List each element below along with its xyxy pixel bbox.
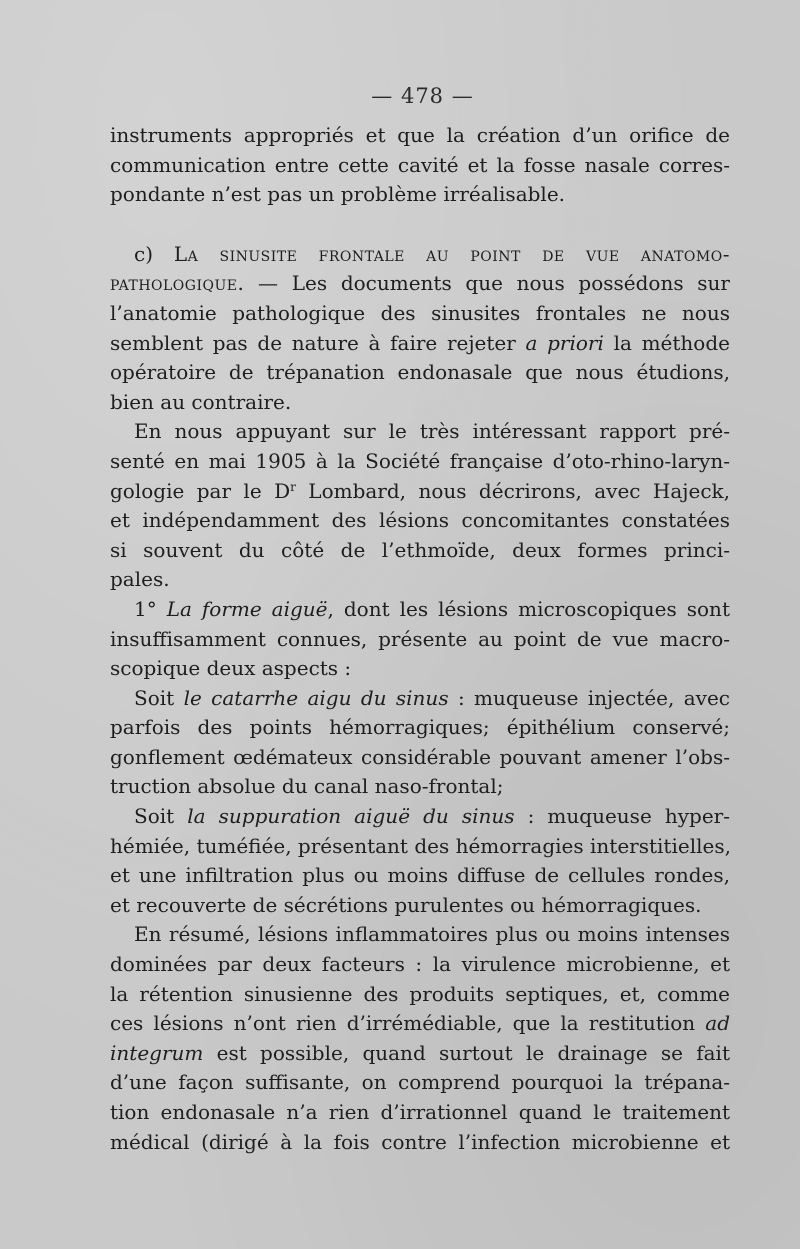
text-segment: gonflement œdémateux considérable pouvant amener l’obs- xyxy=(110,744,730,769)
italic-text: la suppuration aiguë du sinus xyxy=(187,804,515,829)
text-segment: si souvent du côté de l’ethmoïde, deux formes princi- xyxy=(110,537,730,562)
text-line xyxy=(110,654,730,684)
text-line xyxy=(110,891,730,921)
text-segment: insuffisamment connues, présente au point de vue macro- xyxy=(110,626,730,651)
text-line xyxy=(110,713,730,743)
text-segment: : muqueuse hyper- xyxy=(514,804,730,829)
italic-text: La forme aiguë xyxy=(166,596,328,621)
text-segment: et indépendamment des lésions concomitantes constatées xyxy=(110,508,730,533)
text-segment: — Les documents que nous possédons sur xyxy=(244,271,730,296)
text-segment: semblent pas de nature à faire rejeter xyxy=(110,330,526,355)
text-line xyxy=(110,743,730,773)
text-line xyxy=(110,684,730,714)
text-line xyxy=(110,299,730,329)
smallcaps-heading-text: La sinusite frontale au point de vue anatomo- xyxy=(173,241,730,266)
text-line xyxy=(110,595,730,625)
text-segment: instruments appropriés et que la création d’un orifice de xyxy=(110,123,730,147)
text-segment: gologie par le D xyxy=(110,478,291,503)
text-line xyxy=(110,329,730,359)
text-segment: , dont les lésions microscopiques sont xyxy=(327,596,730,621)
text-line xyxy=(110,417,730,447)
text-segment: 1° xyxy=(134,596,167,621)
text-line xyxy=(110,565,730,595)
italic-text: ad xyxy=(705,1011,730,1036)
italic-text: le catarrhe aigu du sinus xyxy=(183,685,449,710)
text-segment: est possible, quand surtout le drainage se fait xyxy=(203,1040,730,1065)
text-segment: truction absolue du canal naso-frontal; xyxy=(110,774,504,799)
text-segment: : muqueuse injectée, avec xyxy=(448,685,730,710)
text-line xyxy=(110,1039,730,1069)
text-segment: et une infiltration plus ou moins diffuse de cellules rondes, xyxy=(110,863,730,888)
text-line xyxy=(110,269,730,299)
text-line xyxy=(110,625,730,655)
text-segment: En résumé, lésions inflammatoires plus ou moins intenses xyxy=(134,922,730,947)
text-line xyxy=(110,506,730,536)
text-line xyxy=(110,536,730,566)
text-segment: Lombard, nous décrirons, avec Hajeck, xyxy=(295,478,730,503)
text-segment: tion endonasale n’a rien d’irrationnel quand le traitement xyxy=(110,1100,730,1124)
text-segment: d’une façon suffisante, on comprend pourquoi la trépana- xyxy=(110,1070,730,1095)
superscript-text: r xyxy=(290,479,296,494)
text-line xyxy=(110,920,730,950)
text-line xyxy=(110,1098,730,1128)
text-segment: médical (dirigé à la fois contre l’infection microbienne et xyxy=(110,1129,730,1154)
text-segment: Soit xyxy=(134,804,188,829)
text-line xyxy=(110,180,730,210)
text-segment: senté en mai 1905 à la Société française d’oto-rhino-laryn- xyxy=(110,448,730,473)
text-line xyxy=(110,772,730,802)
italic-text: integrum xyxy=(110,1040,204,1065)
text-line xyxy=(110,1128,730,1158)
text-line xyxy=(110,832,730,862)
text-segment: pondante n’est pas un problème irréalisable. xyxy=(110,182,566,207)
text-segment: En nous appuyant sur le très intéressant rapport pré- xyxy=(134,419,730,444)
text-line xyxy=(110,1068,730,1098)
text-line xyxy=(110,447,730,477)
text-line xyxy=(110,358,730,388)
text-line xyxy=(110,151,730,181)
text-segment: hémiée, tuméfiée, présentant des hémorragies interstitielles, xyxy=(110,833,731,858)
text-line xyxy=(110,477,730,507)
text-segment: opératoire de trépanation endonasale que nous étudions, xyxy=(110,360,730,385)
italic-text: a priori xyxy=(525,330,604,355)
paragraph-gap xyxy=(110,210,730,240)
text-segment: dominées par deux facteurs : la virulence microbienne, et xyxy=(110,952,730,977)
text-line xyxy=(110,802,730,832)
text-line xyxy=(110,980,730,1010)
text-line xyxy=(110,1009,730,1039)
text-segment: ces lésions n’ont rien d’irrémédiable, que la restitution xyxy=(110,1011,706,1036)
text-segment: et recouverte de sécrétions purulentes ou hémorragiques. xyxy=(110,892,702,917)
text-segment: c) xyxy=(134,241,174,266)
smallcaps-heading-text: pathologique. xyxy=(110,271,245,296)
text-line xyxy=(110,121,730,151)
body-text xyxy=(110,121,730,1157)
text-segment: la méthode xyxy=(603,330,730,355)
text-segment: parfois des points hémorragiques; épithélium conservé; xyxy=(110,715,730,740)
text-line xyxy=(110,950,730,980)
page-number: — 478 — xyxy=(371,84,474,108)
text-segment: pales. xyxy=(110,567,170,592)
text-line xyxy=(110,388,730,418)
text-segment: bien au contraire. xyxy=(110,389,292,414)
text-line xyxy=(110,240,730,270)
text-segment: communication entre cette cavité et la fosse nasale corres- xyxy=(110,152,730,177)
text-segment: Soit xyxy=(134,685,184,710)
text-segment: la rétention sinusienne des produits septiques, et, comme xyxy=(110,981,730,1006)
text-line xyxy=(110,861,730,891)
text-segment: scopique deux aspects : xyxy=(110,656,352,681)
text-segment: l’anatomie pathologique des sinusites frontales ne nous xyxy=(110,300,730,325)
